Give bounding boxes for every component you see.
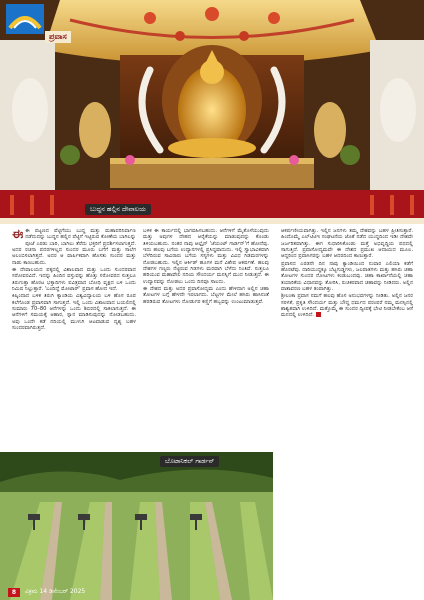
paragraph: ಪ್ರವಾಸದ ಎರಡನೇ ದಿನ ನಾವು ಕ್ಯಾಂಡಿಯಿಂದ ನುವಾರ ಎಲಿಯಾ ಕಡೆಗೆ ಹೊರಟೆವು. ದಾರಿಯುದ್ದಕ್ಕೂ ಬೆಟ್ಟಗುಡ್ಡಗಳು, ಜಲಪಾತಗಳು ಮತ್ತು ಹಸಿರು ಚಹಾ ತೋಟಗಳ ಸುಂದರ ನೋಟಗಳು ಕಂಡುಬಂದವು. ಚಹಾ ಕಾರ್ಖಾನೆಯಲ್ಲಿ ಚಹಾ ತಯಾರಿಕೆಯ ವಿಧಾನವನ್ನು ತೋರಿಸಿ, ರುಚಿಕರವಾದ ಚಹಾವನ್ನು ನೀಡಿದರು. ಅಲ್ಲಿನ ವಾತಾವರಣ ಬಹಳ ತಂಪಾಗಿತ್ತು. xyxy=(281,260,413,293)
temple-photo xyxy=(0,0,424,218)
magazine-logo-icon xyxy=(6,4,44,34)
paragraph: ಬಳಿಕ ಈ ಕಾರ್ಯದಲ್ಲಿ ಭಾಗವಹಿಸಬಹುದು. ಆನೆಗಳಿಗೆ ಮೈತೊಳೆಯುವುದು ಮತ್ತು ಅವುಗಳ ದೇಹದ ಆರೈಕೆಯನ್ನು ಮಾಡುವುದನ್ನು ಕೊಂಡು ತಿಳಿಯಬಹುದು. ನಂತರ ನಾವು ಆಲ್ಪೈನ್ 'ಜೆಯಂಟ್ ಗಾರ್ಡನ್'ಗೆ ಹೋದೆವು. ಇದು ಹಲವು ಬಗೆಯ ಉದ್ಯಾನಗಳಲ್ಲಿ ಪ್ರಸಿದ್ಧವಾದುದು. ಇಲ್ಲಿ ಸ್ವಾಭಾವಿಕವಾಗಿ ಬೆಳೆದಿರುವ ಸಾವಿರಾರು ಬಗೆಯ ಸಸ್ಯಗಳು ಮತ್ತು ವಿವಿಧ ಗಿಡಮರಗಳನ್ನು ನೋಡಬಹುದು. ಇಲ್ಲಿನ ಆರ್ಕಿಡ್ ಹೂಗಳ ಮನೆ ವಿಶೇಷ ಆಕರ್ಷಣೆ. ಹಲವು ದೇಶಗಳ ಗಣ್ಯರು ನೆಟ್ಟಿರುವ ಗಿಡಗಳು ಮರವಾಗಿ ಬೆಳೆದು ನಿಂತಿವೆ. ಸುತ್ತಲೂ ಹರಿಯುವ ಮಹಾವೇಲಿ ನದಿಯ ಸೌಂದರ್ಯ ಮನಸ್ಸಿಗೆ ಮುದ ನೀಡುತ್ತದೆ. ಈ ಉದ್ಯಾನವನ್ನು ನೋಡಲು ಒಂದು ದಿನವೂ ಸಾಲದು. xyxy=(143,228,269,285)
paragraph: ಶ್ರೀಲಂಕಾ ಪ್ರವಾಸ ನಮಗೆ ಹಲವು ಹೊಸ ಅನುಭವಗಳನ್ನು ನೀಡಿತು. ಅಲ್ಲಿನ ಜನರ ಸರಳತೆ, ಪ್ರಕೃತಿ ಸೌಂದರ್ಯ ಮತ್ತು ಬೌದ್ಧ ಧರ್ಮದ ಪರಂಪರೆ ನಮ್ಮ ಮನಸ್ಸಿನಲ್ಲಿ ಶಾಶ್ವತವಾಗಿ ಉಳಿದಿದೆ. ಮತ್ತೊಮ್ಮೆ ಈ ಸುಂದರ ದ್ವೀಪಕ್ಕೆ ಭೇಟಿ ನೀಡಬೇಕೆಂಬ ಆಸೆ ಮನದಲ್ಲಿ ಉಳಿದಿದೆ. xyxy=(281,293,413,319)
paragraph: ಆಕರ್ಷಣೀಯವಾಗಿತ್ತು. ಇಲ್ಲಿನ ಜನಗಳು ತಮ್ಮ ದೇಶವನ್ನು ಬಹಳ ಪ್ರೀತಿಸುತ್ತಾರೆ. ಹಿಂದೊಮ್ಮೆ ಎಲ್‌ಟಿಟಿಇ ಸಂಘಟನೆಯ ಜೊತೆ ನಡೆದ ಯುದ್ಧದಿಂದ ಇಡೀ ದೇಶವೇ ಜರ್ಜರಿತವಾಗಿತ್ತು. ಈಗ ಸುಧಾರಿಸಿಕೊಂಡು ಮತ್ತೆ ಅಭಿವೃದ್ಧಿಯ ಪಥದಲ್ಲಿ ಸಾಗುತ್ತಿದೆ. ಪ್ರವಾಸೋದ್ಯಮವೇ ಈ ದೇಶದ ಪ್ರಮುಖ ಆದಾಯದ ಮೂಲ. ಆದ್ದರಿಂದ ಪ್ರವಾಸಿಗರನ್ನು ಬಹಳ ಆದರದಿಂದ ಕಾಣುತ್ತಾರೆ. xyxy=(281,228,413,260)
garden-icon xyxy=(0,452,273,600)
garden-photo xyxy=(0,452,273,600)
drop-cap: ಈ xyxy=(12,228,24,242)
paragraph: ಈ ದೇಶದ ಮತ್ತು ಅದರ ಪ್ರವಾಸೋದ್ಯಮ ಎಂದು ಹೇಳಿದಾಗ ಅಲ್ಲಿನ ಚಹಾ ತೋಟಗಳ ಬಗ್ಗೆ ಹೇಳದೇ ಇರಲಾಗದು. ಬೆಟ್ಟಗಳ ಮೇಲೆ ಹಸಿರು ಹಾಸಿನಂತೆ ಹರಡಿರುವ ತೋಟಗಳು ನೋಡುಗರ ಕಣ್ಣಿಗೆ ಹಬ್ಬವನ್ನು ಉಂಟುಮಾಡುತ್ತವೆ. xyxy=(143,286,269,305)
article-column-3 xyxy=(281,228,413,578)
photo-caption: ಬುದ್ಧನ ಹಲ್ಲಿನ ದೇವಾಲಯ xyxy=(85,204,151,215)
article-column-2 xyxy=(143,228,269,450)
paragraph: ಕಿಷ್ಕಿಂದಾದ ಬಳಿಕ ತಿರುಗಿ ಕ್ಯಾಂಡಿಯ ವಿಶ್ವವಿದ್ಯಾಲಯ ಬಳಿ ಹೊಸ ರೂಪ ಕಲೆಗೊಂಡ ಪ್ರವಾಸವಾಗಿ ಸಾಗುತ್ತದೆ. ಇಲ್ಲಿ ಒಂದು ವಿಶಾಲವಾದ ಬಯಲಿನಲ್ಲಿ ಸುಮಾರು 70–80 ಆನೆಗಳನ್ನು ಒಂದು ಶಿಬಿರದಲ್ಲಿ ಸಾಕಲಾಗುತ್ತದೆ. ಈ ಆನೆಗಳಿಗೆ ಸಮಯಕ್ಕೆ ಆಹಾರ, ಸ್ನಾನ ಮಾಡಿಸುವುದನ್ನು ನೋಡಬಹುದು. ಅವು ಒಂದೇ ಕಡೆ ನದಿಯಲ್ಲಿ ಮುಳುಗಿ ಆಟವಾಡುವ ದೃಶ್ಯ ಬಹಳ ಸುಂದರವಾಗಿರುತ್ತದೆ. xyxy=(12,293,136,332)
page-number: 8 xyxy=(8,588,20,597)
page-footer xyxy=(0,585,273,600)
issue-date: ವಿಕ್ರಮ 14 ಡಿಸೆಂಬರ್ 2025 xyxy=(25,588,86,595)
divider xyxy=(0,218,424,224)
section-tag: ಪ್ರವಾಸ xyxy=(45,31,71,43)
photo-caption: ಬೊಟಾನಿಕಲ್ ಗಾರ್ಡನ್ xyxy=(160,456,219,467)
paragraph: ಈ ಪಟ್ಟಣದ ಪೆಟ್ಟಿಗೆಯು ಬುದ್ಧ ಮತ್ತು ಮಹಾಪರಿನಿರ್ವಾಣ ನಡೆದುದನ್ನು ಬುದ್ಧನ ಹಲ್ಲಿನ ಪೆಟ್ಟಿಗೆ ಇಟ್ಟಿರುವ ಕೋಣೆಯ ಬಾಗಿಲನ್ನು ಪೂಜೆ ಎರಡು ಬಾರಿ, ಬಾಗಿಲು ತೆರೆದು ಭಕ್ತರಿಗೆ ಪ್ರದರ್ಶಿಸಲಾಗುತ್ತದೆ. ಅದರ ರಚನಾ ಪದರಗಳಿಲ್ಲದ ಸುಂದರ ಮೂರು ಬಗೆಗೆ ಮತ್ತು ಸಾಲೆಗ ಅಲಂಬಿಸಲಾಗಿತ್ತದೆ. ಅದರ ಆ ವಾರ್ಷಿಕವಾಗಿ ಹೊಸತು ಸುಂದರ ಮತ್ತು ನಾಡು ಕಾಣಬಹುದು. xyxy=(12,228,136,266)
end-mark xyxy=(316,312,321,317)
paragraph: ಈ ದೇವಾಲಯದ ಪಕ್ಕದಲ್ಲಿ ವಿಶಾಲವಾದ ಮತ್ತು ಒಂದು ಸುಂದರವಾದ ಸರೋವರವಿದೆ. ಇದನ್ನು ಹಿಂದಿನ ವಸ್ತುವನ್ನು ಹೊತ್ತು ಸರೋವರದ ಸುತ್ತಲೂ ತಿರುಗುತ್ತಾ ಹೊರಟ ಭಕ್ತಾದಿಗಳು ಪವಿತ್ರವಾದ ಬೋಧಿ ವೃಕ್ಷದ ಬಳಿ ಒಂದು ನಿಮಿಷ ನಿಲ್ಲುತ್ತಾರೆ. 'ಬಂದಿದ್ದೆ ಮೋಟಾರ್' ಪ್ರವಾಸ ಹೋದ ಇದೆ. xyxy=(12,267,136,293)
article-column-1 xyxy=(12,228,136,450)
